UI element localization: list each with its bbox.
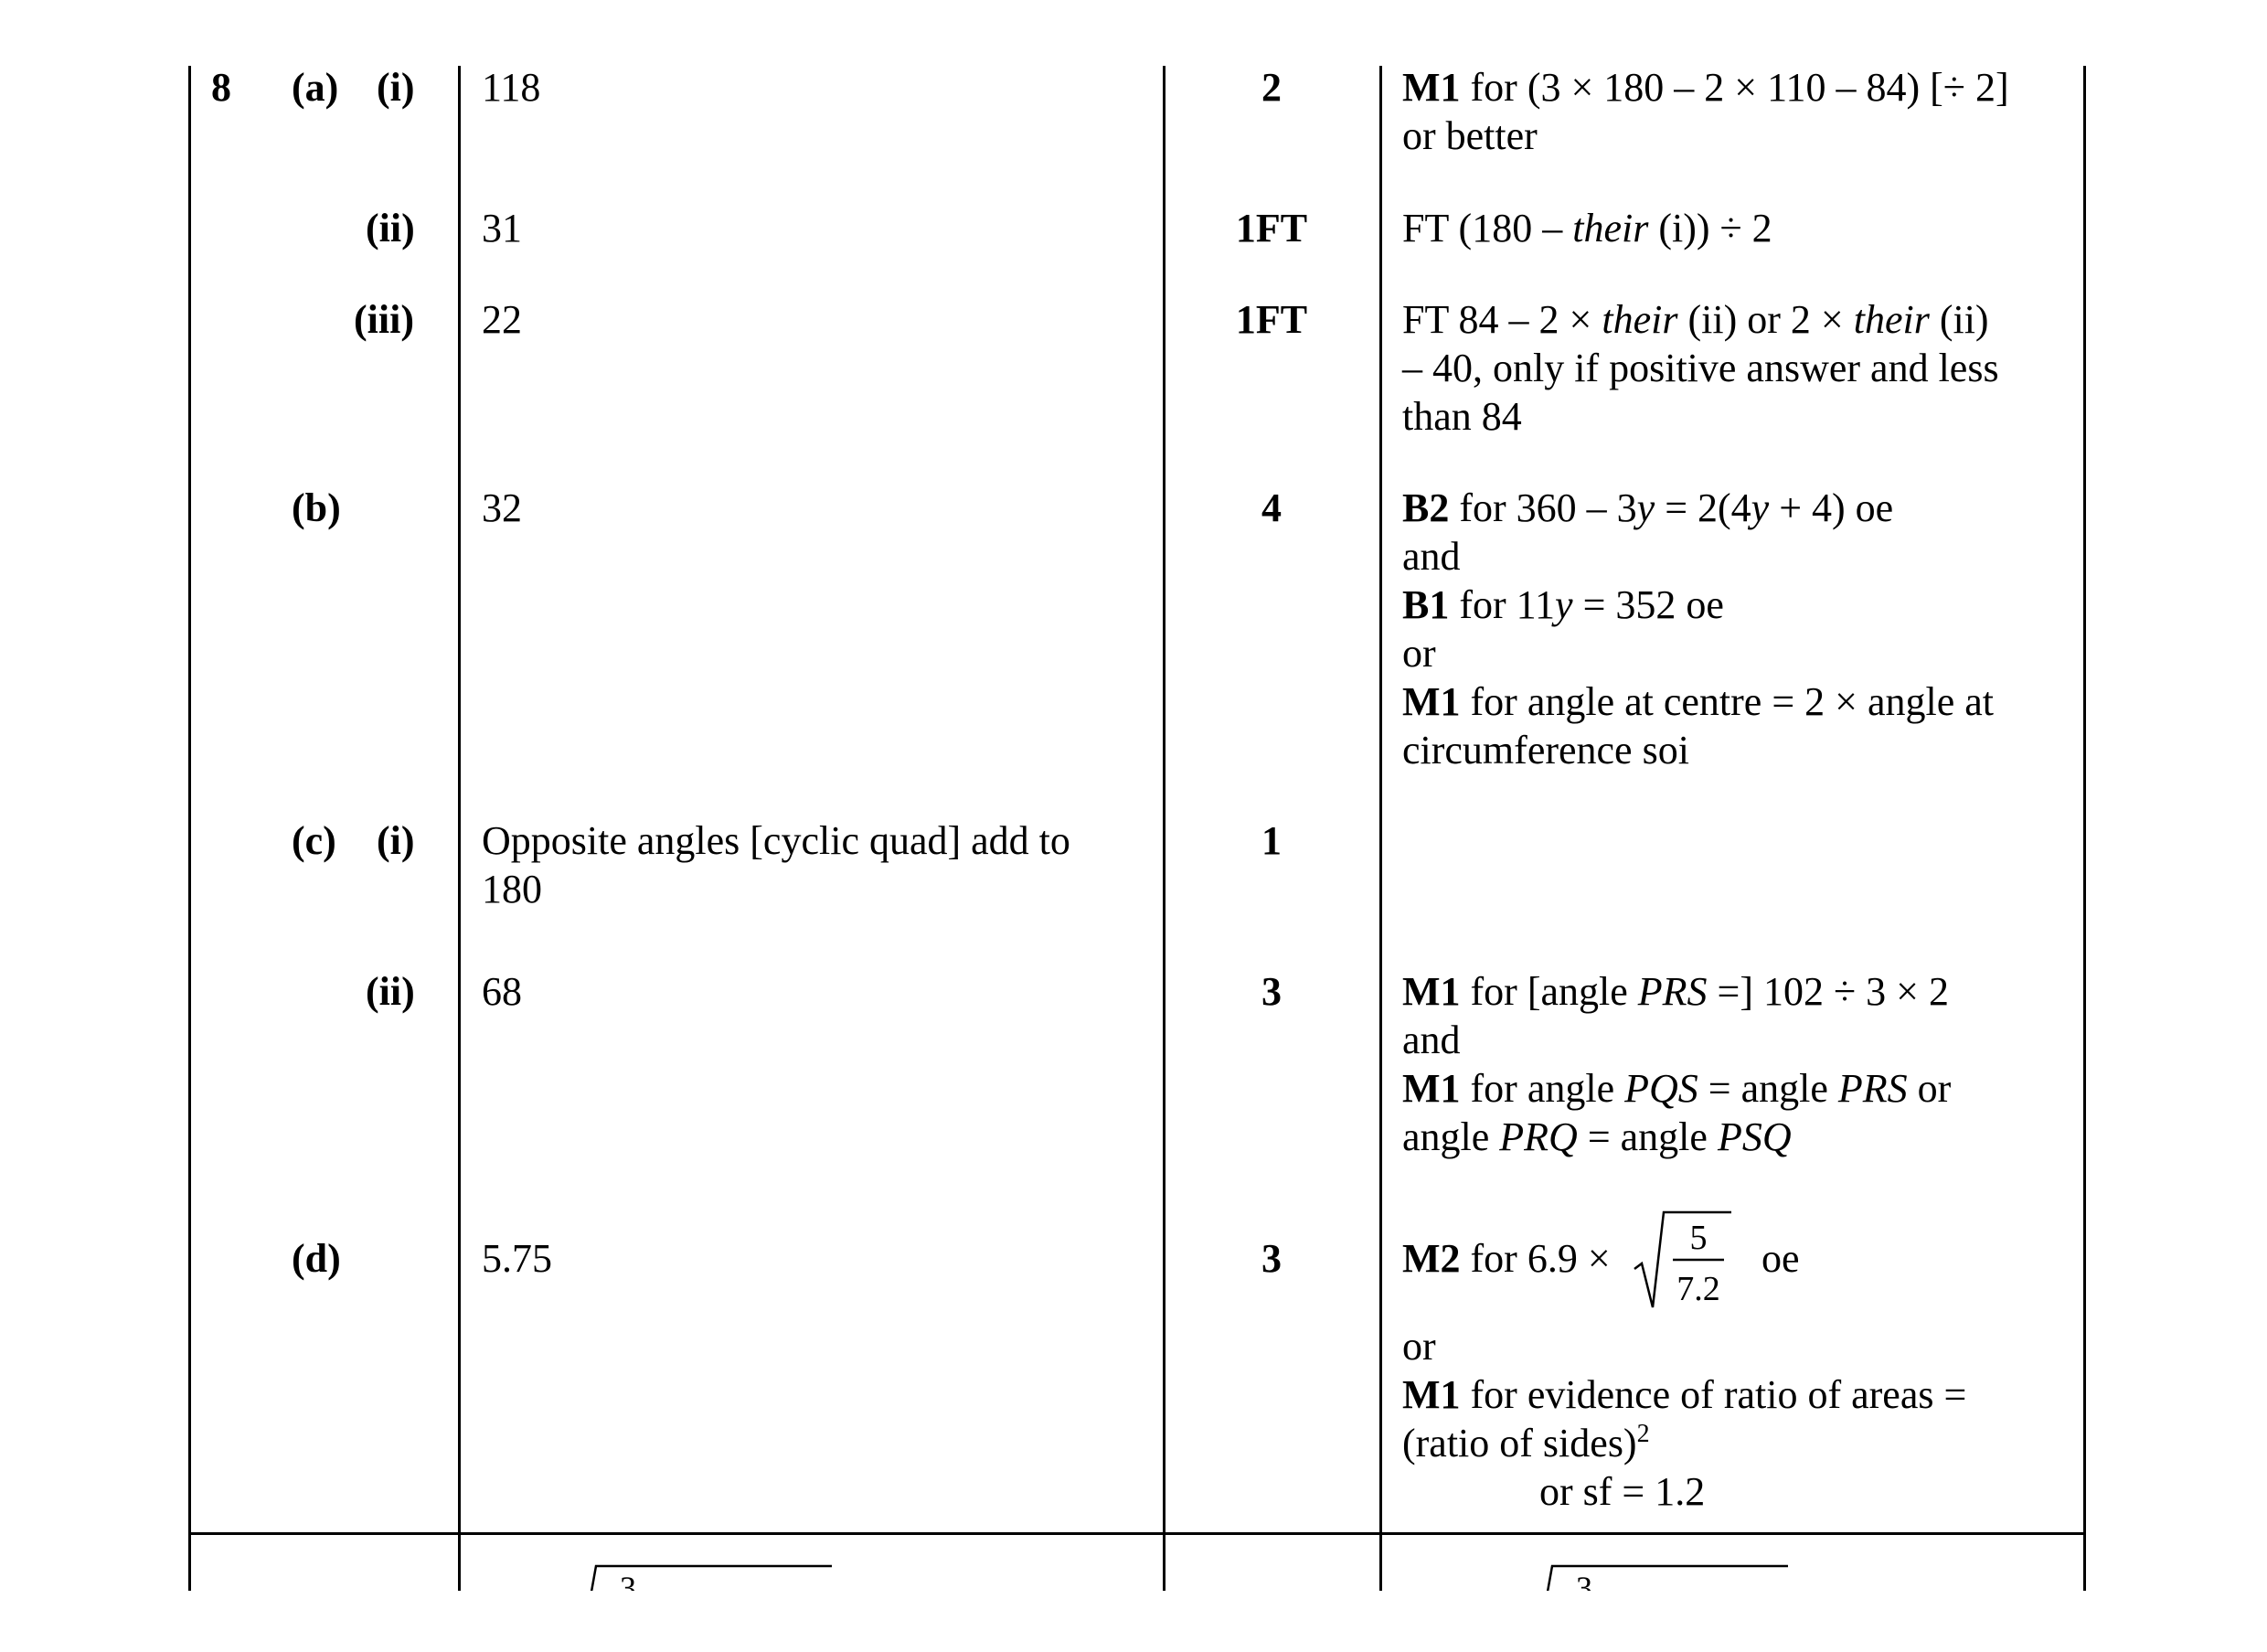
guidance-b: [1402, 484, 2070, 774]
sub-label-c-i: (i): [377, 818, 415, 863]
mark-code: B2: [1402, 485, 1450, 530]
guidance-text: – 40, only if positive answer and less: [1402, 346, 1999, 390]
column-divider-marks: [1163, 66, 1165, 1591]
guidance-line: [1402, 967, 2070, 1016]
guidance-text: (ii): [1929, 297, 1989, 342]
guidance-line: [1402, 112, 2070, 160]
guidance-line: [1402, 204, 2070, 252]
guidance-a-i: [1402, 63, 2070, 160]
guidance-text: PSQ: [1717, 1114, 1792, 1159]
fraction-denominator: 7.2: [1676, 1270, 1720, 1308]
square-root-sign-partial: [1541, 1562, 1797, 1606]
guidance-text: = 352 oe: [1572, 582, 1724, 627]
guidance-text: for 360 – 3: [1449, 485, 1637, 530]
guidance-line: [1402, 532, 2070, 581]
guidance-text: PRS: [1637, 969, 1708, 1014]
guidance-text: and: [1402, 534, 1461, 579]
guidance-text: for [angle: [1460, 969, 1638, 1014]
mark-code: M1: [1402, 969, 1461, 1014]
fraction-numerator: 5: [1689, 1219, 1708, 1257]
mark-c-ii: 3: [1261, 969, 1282, 1014]
guidance-text: or: [1402, 631, 1436, 676]
mark-a-iii: 1FT: [1235, 297, 1308, 342]
part-label-a: (a): [292, 65, 339, 110]
guidance-d-ratio: (ratio of sides): [1402, 1421, 1637, 1465]
mark-code-m2: M2: [1402, 1236, 1461, 1281]
next-row-clip: [0, 1535, 2267, 1606]
answer-b: 32: [482, 485, 522, 530]
guidance-line: [1402, 629, 2070, 677]
guidance-d-m1-text: for evidence of ratio of areas =: [1460, 1372, 1967, 1417]
root-index-right: 3: [1576, 1570, 1592, 1606]
part-label-b: (b): [292, 485, 341, 530]
square-root-fraction: [1633, 1205, 1733, 1315]
sub-label-a-i: (i): [377, 65, 415, 110]
guidance-d-ratio-line: [1402, 1419, 1650, 1467]
guidance-text: for 11: [1449, 582, 1556, 627]
mark-code-m1: M1: [1402, 1372, 1461, 1417]
guidance-text: circumference soi: [1402, 728, 1689, 773]
answer-c-ii: 68: [482, 969, 522, 1014]
sub-label-c-ii: (ii): [366, 969, 415, 1014]
guidance-text: = angle: [1698, 1066, 1838, 1111]
guidance-text: and: [1402, 1018, 1461, 1062]
answer-c-i-line-2: 180: [482, 867, 542, 911]
answer-a-i: 118: [482, 65, 541, 110]
mark-code: M1: [1402, 1066, 1461, 1111]
guidance-line: [1402, 392, 2070, 441]
answer-c-i-line-1: Opposite angles [cyclic quad] add to: [482, 818, 1070, 863]
guidance-text: FT 84 – 2 ×: [1402, 297, 1602, 342]
guidance-d-sf: or sf = 1.2: [1539, 1469, 1706, 1514]
part-label-c: (c): [292, 818, 336, 863]
guidance-text: PRQ: [1499, 1114, 1578, 1159]
mark-code: M1: [1402, 65, 1461, 110]
guidance-line: [1402, 344, 2070, 392]
guidance-line: [1402, 677, 2070, 726]
guidance-text: (i)) ÷ 2: [1648, 206, 1772, 250]
guidance-d-or: or: [1402, 1324, 1436, 1369]
guidance-text: y: [1636, 485, 1655, 530]
guidance-text: y: [1555, 582, 1573, 627]
guidance-text: y: [1751, 485, 1770, 530]
guidance-text: for angle at centre = 2 × angle at: [1460, 679, 1995, 724]
question-number: 8: [211, 65, 231, 110]
guidance-text: than 84: [1402, 394, 1522, 439]
root-index-left: 3: [620, 1570, 636, 1606]
guidance-text: or: [1907, 1066, 1952, 1111]
guidance-d-m1-line: [1402, 1370, 1966, 1419]
mark-code: M1: [1402, 679, 1461, 724]
guidance-text: their: [1572, 206, 1649, 250]
guidance-text: their: [1602, 297, 1678, 342]
guidance-text: angle: [1402, 1114, 1500, 1159]
guidance-text: FT (180 –: [1402, 206, 1573, 250]
guidance-text: + 4) oe: [1769, 485, 1894, 530]
sub-label-a-ii: (ii): [366, 206, 415, 250]
answer-d: 5.75: [482, 1236, 552, 1281]
guidance-d-oe: oe: [1761, 1236, 1800, 1281]
sub-label-a-iii: (iii): [354, 297, 414, 342]
table-border-right: [2083, 66, 2086, 1591]
column-divider-answer: [458, 66, 461, 1591]
guidance-line: [1402, 63, 2070, 112]
guidance-line: [1402, 726, 2070, 774]
guidance-line: [1402, 581, 2070, 629]
mark-c-i: 1: [1261, 818, 1282, 863]
guidance-line: [1402, 484, 2070, 532]
guidance-d-m2-text: for 6.9 ×: [1460, 1236, 1611, 1281]
guidance-line: [1402, 1113, 2070, 1161]
mark-code: B1: [1402, 582, 1450, 627]
guidance-text: or better: [1402, 113, 1538, 158]
guidance-text: PQS: [1624, 1066, 1698, 1111]
guidance-text: = 2(4: [1655, 485, 1751, 530]
guidance-c-ii: [1402, 967, 2070, 1161]
mark-a-i: 2: [1261, 65, 1282, 110]
guidance-text: =] 102 ÷ 3 × 2: [1707, 969, 1949, 1014]
guidance-text: PRS: [1837, 1066, 1908, 1111]
answer-a-ii: 31: [482, 206, 522, 250]
guidance-text: for angle: [1460, 1066, 1625, 1111]
mark-a-ii: 1FT: [1235, 206, 1308, 250]
mark-d: 3: [1261, 1236, 1282, 1281]
part-label-d: (d): [292, 1236, 341, 1281]
guidance-text: (ii) or 2 ×: [1677, 297, 1854, 342]
guidance-line: [1402, 1064, 2070, 1113]
answer-a-iii: 22: [482, 297, 522, 342]
guidance-d-ratio-exponent: 2: [1636, 1420, 1650, 1448]
mark-b: 4: [1261, 485, 1282, 530]
answer-c-i: [482, 816, 1070, 913]
guidance-d-m2-line: [1402, 1234, 1611, 1283]
guidance-text: their: [1853, 297, 1930, 342]
guidance-text: for (3 × 180 – 2 × 110 – 84) [÷ 2]: [1460, 65, 2009, 110]
guidance-line: [1402, 295, 2070, 344]
table-border-left: [188, 66, 191, 1591]
guidance-line: [1402, 1016, 2070, 1064]
guidance-a-ii: [1402, 204, 2070, 252]
guidance-a-iii: [1402, 295, 2070, 441]
square-root-sign-partial: [585, 1562, 841, 1606]
guidance-text: = angle: [1577, 1114, 1718, 1159]
column-divider-guidance: [1379, 66, 1382, 1591]
